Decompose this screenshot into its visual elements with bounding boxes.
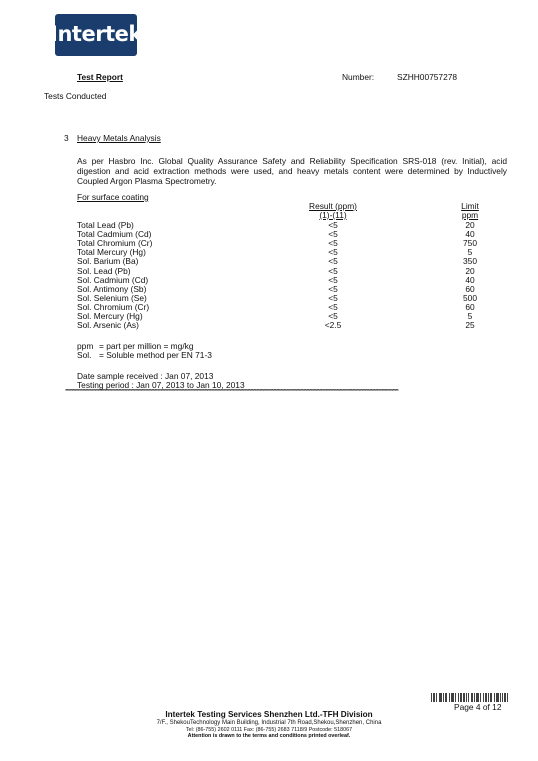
analyte-name: Sol. Antimony (Sb) — [77, 283, 147, 294]
barcode-bar — [483, 693, 484, 702]
limit-value: 5 — [467, 311, 473, 321]
result-value: <5 — [328, 238, 338, 249]
analyte-name: Total Mercury (Hg) — [77, 247, 146, 258]
barcode-bar — [453, 693, 454, 702]
barcode-bar — [466, 693, 467, 702]
analyte-name: Sol. Arsenic (As) — [77, 320, 139, 331]
result-value: <5 — [328, 229, 338, 240]
barcode-bar — [440, 693, 441, 702]
table-row — [77, 266, 487, 275]
table-row — [77, 220, 487, 229]
footer-address: 7/F., ShekouTechnology Main Building, Industrial 7th Road,Shekou,Shenzhen, China — [156, 720, 382, 726]
result-value: <5 — [328, 301, 338, 312]
barcode-bar — [441, 693, 442, 702]
limit-value: 5 — [467, 247, 473, 258]
analyte-name: Total Lead (Pb) — [77, 220, 134, 230]
footer-notice: Attention is drawn to the terms and conditions printed overleaf. — [187, 733, 351, 739]
analyte-name: Total Cadmium (Cd) — [77, 229, 152, 240]
barcode-bar — [446, 693, 447, 702]
table-row — [77, 247, 487, 256]
barcode-bar — [496, 693, 497, 702]
result-value: <5 — [328, 220, 338, 230]
result-subheader: (1)-(11) — [319, 210, 347, 220]
table-row — [77, 238, 487, 247]
barcode-bar — [477, 693, 478, 702]
result-value: <2.5 — [324, 320, 342, 331]
result-value: <5 — [328, 256, 338, 267]
barcode-bar — [490, 693, 491, 702]
result-value: <5 — [328, 247, 338, 258]
table-header-row — [77, 201, 487, 210]
end-of-section-divider: **************************************************************************************************************************************************************************************************************************************** — [65, 389, 398, 395]
table-row — [77, 302, 487, 311]
barcode-bar — [445, 693, 446, 702]
barcode-bar — [472, 693, 473, 702]
note-ppm-def: = part per million = mg/kg — [99, 341, 194, 351]
result-value: <5 — [328, 265, 338, 276]
table-row — [77, 311, 487, 320]
barcode-bar — [474, 693, 475, 702]
barcode-bar — [458, 693, 459, 702]
note-sol-def: = Soluble method per EN 71-3 — [99, 350, 212, 360]
barcode-bar — [433, 693, 434, 702]
number-label: Number: — [342, 72, 375, 82]
table-row — [77, 284, 487, 293]
table-subheading: For surface coating — [77, 192, 149, 202]
report-label: Test Report — [77, 72, 123, 82]
barcode-bar — [480, 693, 481, 702]
analyte-name: Sol. Mercury (Hg) — [77, 311, 143, 321]
barcode-bar — [431, 693, 432, 702]
barcode-bar — [460, 693, 461, 702]
limit-header: Limit — [461, 201, 479, 211]
note-ppm-abbr: ppm — [77, 341, 94, 351]
table-row — [77, 293, 487, 302]
note-sol-abbr: Sol. — [77, 350, 92, 360]
result-value: <5 — [328, 283, 338, 294]
barcode-bar — [505, 693, 506, 702]
barcode-bar — [491, 693, 492, 702]
barcode-bar — [507, 693, 508, 702]
barcode-bar — [497, 693, 498, 702]
limit-subheader: ppm — [461, 210, 479, 220]
limit-value: 60 — [465, 283, 475, 294]
section-heading: Tests Conducted — [44, 91, 107, 101]
report-number: SZHH00757278 — [397, 72, 458, 82]
footer-company: Intertek Testing Services Shenzhen Ltd.-TFH Division — [165, 710, 373, 719]
barcode-bar — [468, 693, 469, 702]
barcode-bar — [451, 693, 452, 702]
testing-period: Testing period : Jan 07, 2013 to Jan 10, 2013 — [77, 380, 245, 390]
section-index: 3 — [64, 133, 69, 143]
limit-value: 60 — [465, 301, 475, 312]
barcode-bar — [439, 693, 440, 702]
result-header: Result (ppm) — [309, 201, 357, 211]
table-row — [77, 275, 487, 284]
analyte-name: Total Chromium (Cr) — [77, 238, 153, 249]
barcode-bar — [502, 693, 503, 702]
table-row — [77, 320, 487, 329]
limit-value: 25 — [465, 320, 475, 331]
limit-value: 750 — [463, 238, 477, 249]
barcode-bar — [478, 693, 479, 702]
table-row — [77, 256, 487, 265]
barcode-bar — [463, 693, 464, 702]
analyte-name: Sol. Lead (Pb) — [77, 265, 131, 276]
barcode-bar — [452, 693, 453, 702]
result-value: <5 — [328, 311, 338, 321]
barcode-bar — [455, 693, 456, 702]
section-title: Heavy Metals Analysis — [77, 133, 161, 143]
barcode-bar — [471, 693, 472, 702]
result-value: <5 — [328, 274, 338, 285]
method-paragraph: As per Hasbro Inc. Global Quality Assurance Safety and Reliability Specification SRS-018 (rev. Initial), acid digestion and acid extraction methods were used, and heavy metals content were determined by Inductively Coupled Argon Plasma Spectrometry. — [77, 156, 507, 187]
barcode-bar — [500, 693, 501, 702]
analyte-name: Sol. Chromium (Cr) — [77, 301, 150, 312]
intertek-logo: Intertek — [55, 14, 137, 56]
limit-value: 20 — [465, 220, 475, 230]
result-value: <5 — [328, 292, 338, 303]
date-received: Date sample received : Jan 07, 2013 — [77, 371, 214, 381]
limit-value: 40 — [465, 274, 475, 285]
barcode-bar — [494, 693, 495, 702]
footer-contact: Tel: (86-755) 2602 0111 Fax: (86-755) 2683 7118/9 Postcode: 518067 — [185, 727, 353, 733]
limit-value: 350 — [463, 256, 477, 267]
barcode-bar — [443, 693, 444, 702]
barcode-bar — [464, 693, 465, 702]
barcode-bar — [436, 693, 437, 702]
barcode-bar — [434, 693, 435, 702]
barcode-bar — [461, 693, 462, 702]
analyte-name: Sol. Cadmium (Cd) — [77, 274, 149, 285]
barcode-bar — [504, 693, 505, 702]
barcode-bar — [498, 693, 499, 702]
table-subheader-row — [77, 210, 487, 219]
analyte-name: Sol. Barium (Ba) — [77, 256, 139, 267]
limit-value: 500 — [463, 292, 477, 303]
barcode-bar — [449, 693, 450, 702]
table-row — [77, 229, 487, 238]
page-number: Page 4 of 12 — [454, 702, 502, 712]
barcode-bar — [486, 693, 487, 702]
barcode-bar — [488, 693, 489, 702]
analyte-name: Sol. Selenium (Se) — [77, 292, 147, 303]
barcode-bar — [485, 693, 486, 702]
limit-value: 40 — [465, 229, 475, 240]
barcode-bar — [476, 693, 477, 702]
barcode-graphic — [431, 693, 508, 702]
limit-value: 20 — [465, 265, 475, 276]
